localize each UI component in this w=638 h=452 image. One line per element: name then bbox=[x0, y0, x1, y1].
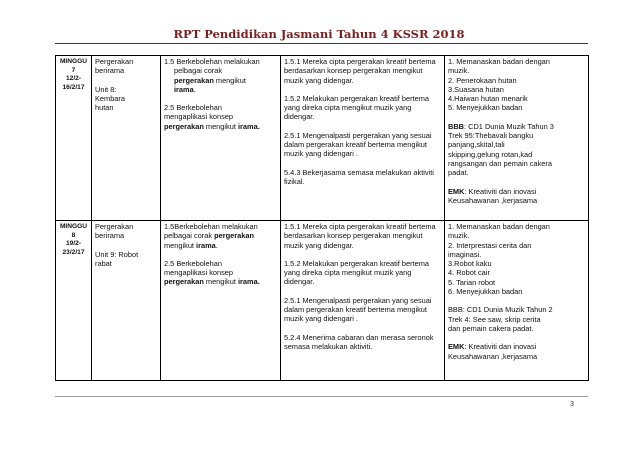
standard-cell: 1.5Berkebolehan melakukan pelbagai corak pergerakan mengikut irama. 2.5 Berkebolehan mengaplikasi konsep pergerakan mengikut irama. bbox=[161, 221, 281, 381]
objective-item: 5.4.3 Bekerjasama semasa melakukan aktiviti fizikal. bbox=[284, 167, 434, 186]
objective-item: 1.5.1 Mereka cipta pergerakan kreatif bertema berdasarkan konsep pergerakan mengikut muzik yang didengar. bbox=[284, 222, 436, 250]
emk-text: EMK: Kreativiti dan inovasi Keusahawanan ,kerjasama bbox=[448, 342, 538, 361]
page-number: 3 bbox=[570, 401, 574, 408]
table-row-week-8 bbox=[56, 221, 589, 381]
topic-cell bbox=[92, 56, 161, 221]
unit-label: Unit 9: Robot rabat bbox=[95, 249, 139, 268]
bbb-text: BBB: CD1 Dunia Muzik Tahun 3 Trek 95:Thebavali bangku panjang,skital,tali skipping,gelung rotan,kad rangsangan dan pemain cakera padat. bbox=[448, 121, 554, 178]
emk-text: EMK: Kreativiti dan inovasi Keusahawanan ,kerjasama bbox=[448, 186, 538, 205]
objective-item: 5.2.4 Menerima cabaran dan merasa seronok semasa melakukan aktiviti. bbox=[284, 332, 434, 351]
objectives-cell bbox=[281, 221, 445, 381]
standard-cell: 1.5 Berkebolehan melakukan pelbagai corak pergerakan mengikut irama. 2.5 Berkebolehan mengaplikasi konsep pergerakan mengikut irama. bbox=[161, 56, 281, 221]
standard-text: 2.5 Berkebolehan mengaplikasi konsep bbox=[164, 258, 234, 278]
objective-item: 1.5.2 Melakukan pergerakan kreatif bertema yang direka cipta mengikut muzik yang didengar. bbox=[284, 93, 430, 122]
standard-text: 2.5 Berkebolehan mengaplikasi konsep bbox=[164, 103, 234, 122]
table-row-week-7 bbox=[56, 56, 589, 221]
unit-label: Unit 8: Kembara hutan bbox=[95, 84, 125, 113]
activity-list: 1. Memanaskan badan dengan muzik. 2. Penerokaan hutan 3.Suasana hutan 4.Haiwan hutan menarik 5. Menyejukkan badan bbox=[448, 57, 550, 113]
topic-label: Pergerakan berirama bbox=[95, 57, 134, 76]
yearly-plan-table bbox=[55, 55, 589, 381]
topic-label: Pergerakan berirama bbox=[95, 222, 134, 241]
objective-item: 1.5.2 Melakukan pergerakan kreatif bertema yang direka cipta mengikut muzik yang didengar. bbox=[284, 258, 430, 287]
objective-item: 2.5.1 Mengenalpasti pergerakan yang sesuai dalam pergerakan kreatif bertema mengikut muzik yang didengari . bbox=[284, 295, 432, 324]
week-cell: MINGGU 8 19/2- 23/2/17 bbox=[56, 221, 92, 381]
objective-item: 2.5.1 Mengenalpasti pergerakan yang sesuai dalam pergerakan kreatif bertema mengikut muzik yang didengari . bbox=[284, 130, 432, 159]
standard-text: 1.5 Berkebolehan melakukan bbox=[164, 57, 260, 66]
week-cell: MINGGU 7 12/2- 16/2/17 bbox=[56, 56, 92, 221]
bbb-text: BBB: CD1 Dunia Muzik Tahun 2 Trek 4: See saw, skrip cerita dan pemain cakera padat. bbox=[448, 305, 553, 333]
document-title: RPT Pendidikan Jasmani Tahun 4 KSSR 2018 bbox=[173, 27, 465, 41]
footer-divider bbox=[55, 396, 588, 397]
activities-cell bbox=[445, 221, 589, 381]
title-underline bbox=[55, 43, 588, 44]
objective-item: 1.5.1 Mereka cipta pergerakan kreatif bertema berdasarkan konsep pergerakan mengikut muzik yang didengar. bbox=[284, 57, 436, 85]
topic-cell bbox=[92, 221, 161, 381]
objectives-cell bbox=[281, 56, 445, 221]
activities-cell bbox=[445, 56, 589, 221]
activity-list: 1. Memanaskan badan dengan muzik. 2. Interprestasi cerita dan imaginasi. 3.Robot kaku 4. Robot cair 5. Tarian robot 6. Menyejukkan badan bbox=[448, 222, 550, 297]
